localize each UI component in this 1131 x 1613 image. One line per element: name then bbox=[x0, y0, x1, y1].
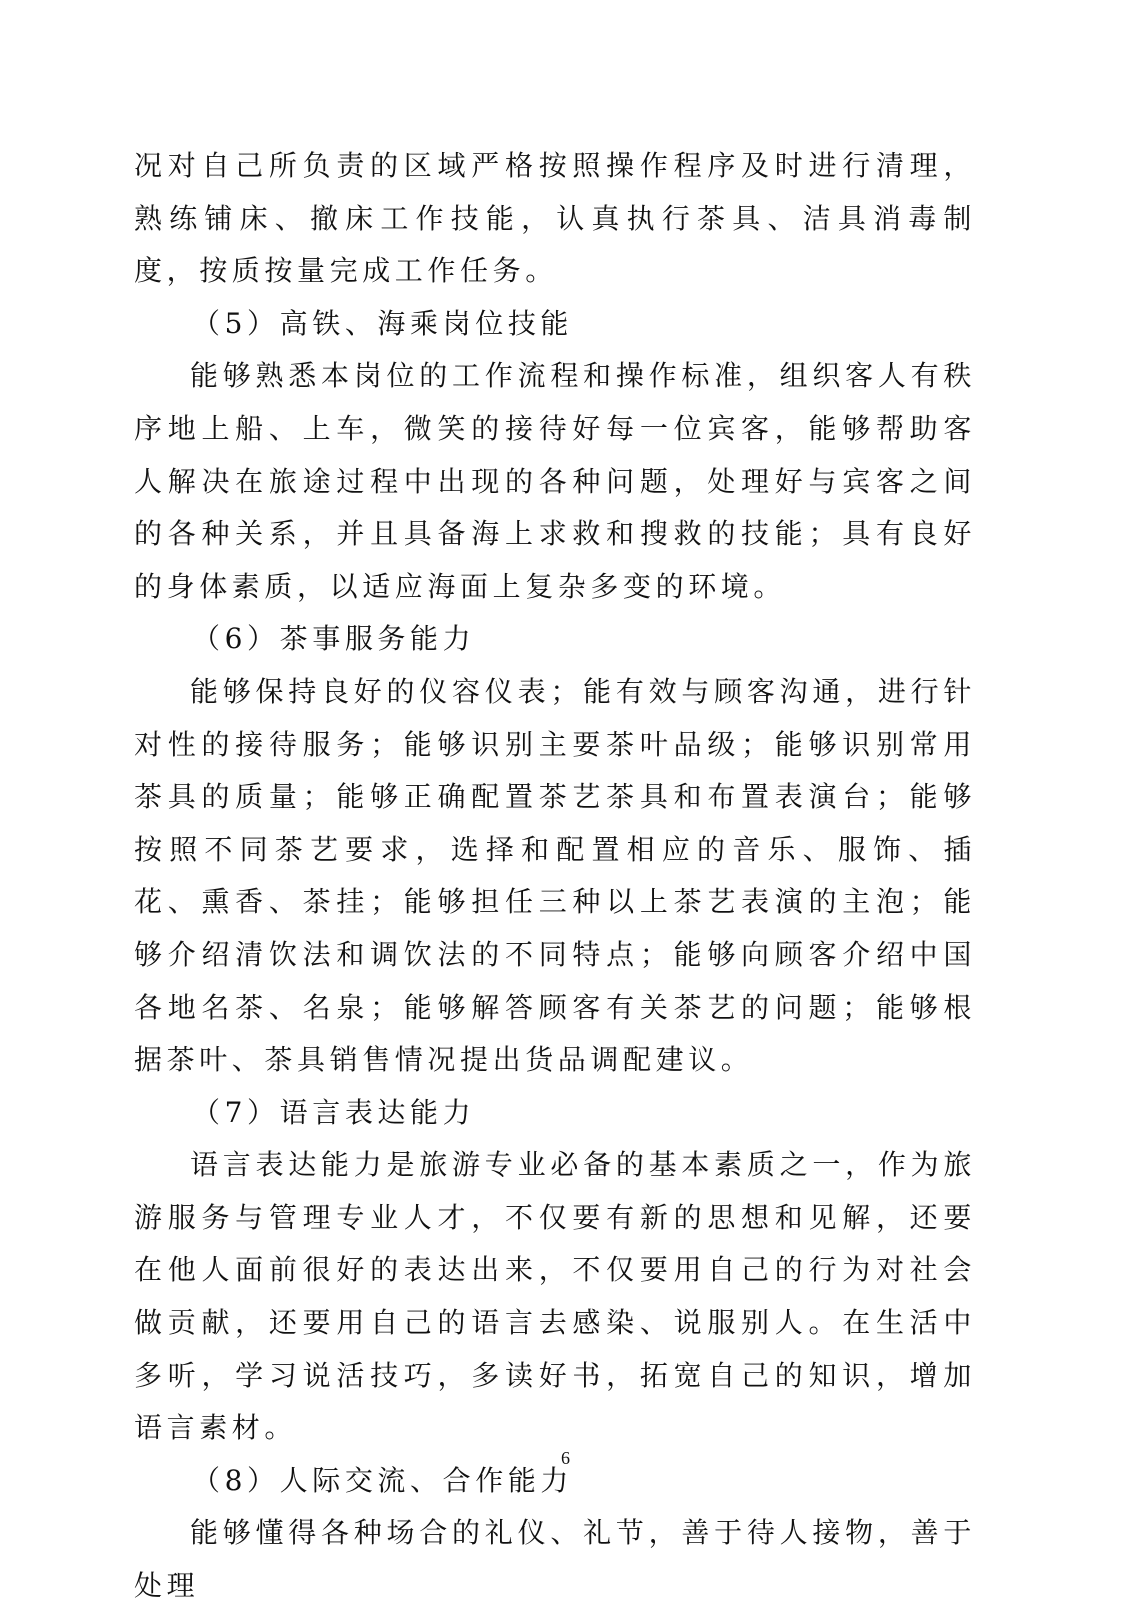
body-text bbox=[134, 140, 976, 1613]
paragraph-high-speed-rail-cruise-skills: 能够熟悉本岗位的工作流程和操作标准，组织客人有秩序地上船、上车，微笑的接待好每一位宾客，能够帮助客人解决在旅途过程中出现的各种问题，处理好与宾客之间的各种关系，并且具备海上求救和搜救的技能；具有良好的身体素质，以适应海面上复杂多变的环境。 bbox=[134, 359, 976, 603]
paragraph-language-expression-ability: 语言表达能力是旅游专业必备的基本素质之一，作为旅游服务与管理专业人才，不仅要有新的思想和见解，还要在他人面前很好的表达出来，不仅要用自己的行为对社会做贡献，还要用自己的语言去感染、说服别人。在生活中多听，学习说活技巧，多读好书，拓宽自己的知识，增加语言素材。 bbox=[134, 1148, 976, 1445]
paragraph-tea-service-ability: 能够保持良好的仪容仪表；能有效与顾客沟通，进行针对性的接待服务；能够识别主要茶叶品级；能够识别常用茶具的质量；能够正确配置茶艺茶具和布置表演台；能够按照不同茶艺要求，选择和配置相应的音乐、服饰、插花、熏香、茶挂；能够担任三种以上茶艺表演的主泡；能够介绍清饮法和调饮法的不同特点；能够向顾客介绍中国各地名茶、名泉；能够解答顾客有关茶艺的问题；能够根据茶叶、茶具销售情况提出货品调配建议。 bbox=[134, 674, 976, 1077]
heading-high-speed-rail-cruise-skills: （5）高铁、海乘岗位技能 bbox=[192, 306, 574, 340]
heading-interpersonal-cooperation-ability: （8）人际交流、合作能力 bbox=[192, 1463, 574, 1497]
paragraph-cleaning-skills: 况对自己所负责的区域严格按照操作程序及时进行清理，熟练铺床、撤床工作技能，认真执行茶具、洁具消毒制度，按质按量完成工作任务。 bbox=[134, 149, 976, 288]
heading-tea-service-ability: （6）茶事服务能力 bbox=[192, 622, 476, 656]
paragraph-interpersonal-cooperation-ability: 能够懂得各种场合的礼仪、礼节，善于待人接物，善于处理 bbox=[134, 1516, 976, 1603]
heading-language-expression-ability: （7）语言表达能力 bbox=[192, 1095, 476, 1129]
page-number: 6 bbox=[561, 1448, 570, 1468]
